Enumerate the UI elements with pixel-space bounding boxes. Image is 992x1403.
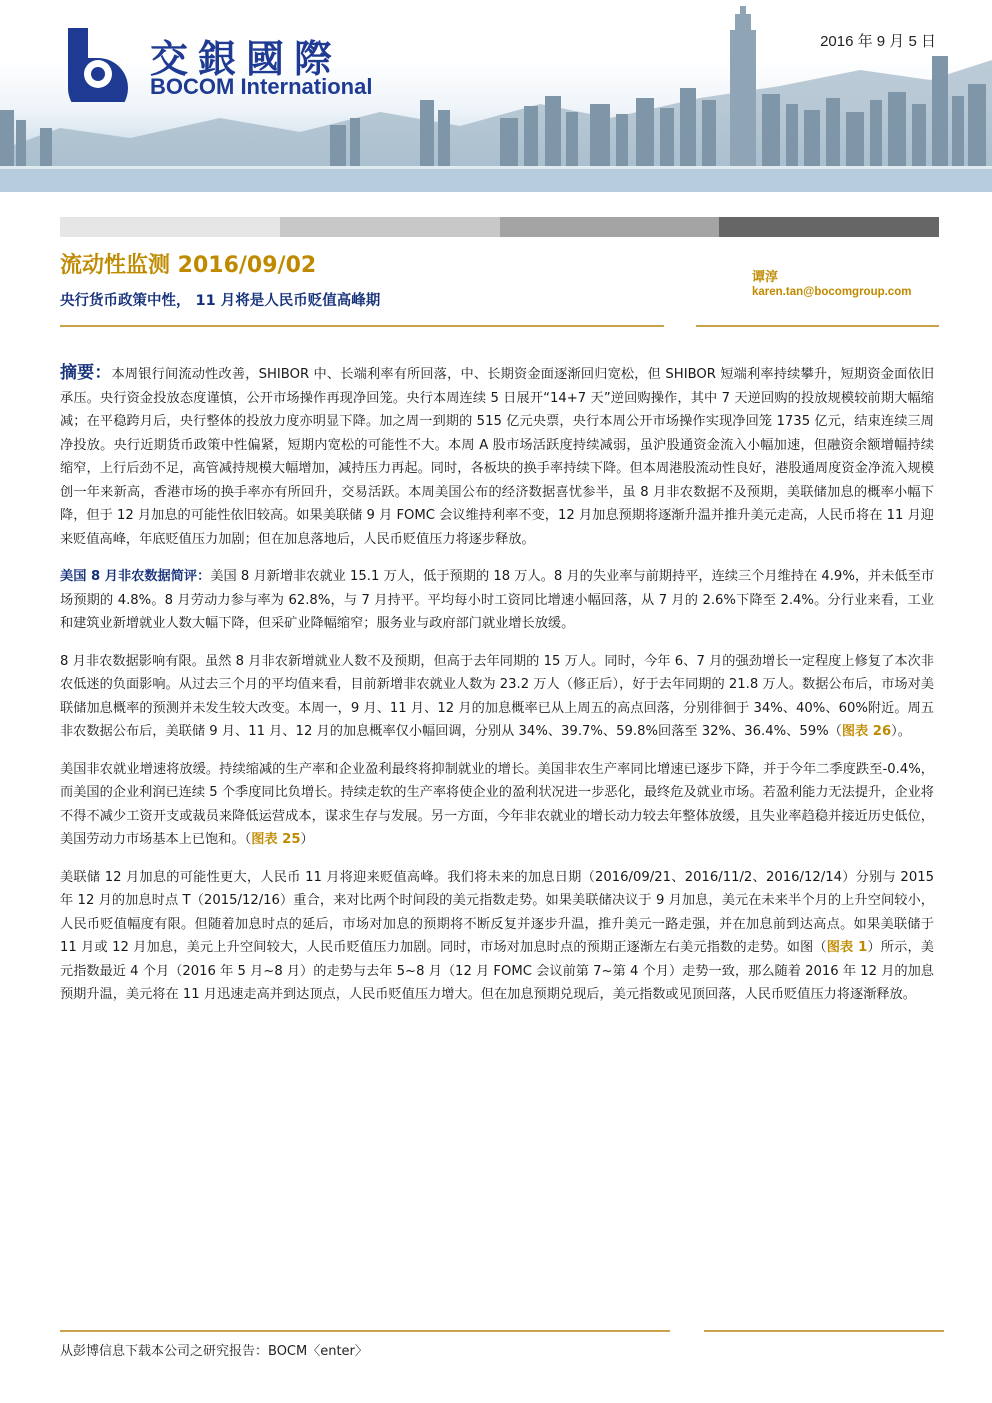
- footer-note: 从彭博信息下载本公司之研究报告：BOCM〈enter〉: [60, 1344, 368, 1359]
- report-body: [60, 362, 934, 1021]
- summary-paragraph: [60, 362, 934, 551]
- author-name: 谭淳: [752, 270, 779, 285]
- header-banner: [0, 0, 992, 192]
- employment-slowdown-tail: ）: [300, 832, 314, 847]
- nfp-impact-tail: ）。: [891, 724, 911, 739]
- nfp-review-paragraph: [60, 565, 934, 636]
- bocom-logo-icon: [54, 22, 138, 102]
- logo-chinese-name: 交銀國際: [150, 36, 343, 81]
- rate-hike-paragraph: [60, 866, 934, 1007]
- rate-hike-text: 美联储 12 月加息的可能性更大，人民币 11 月将迎来贬值高峰。我们将未来的加息日期（2016/09/21、2016/11/2、2016/12/14）分别与 2015 年 12 月的加息时点 T（2015/12/16）重合，来对比两个时间段的美元指数走势。如果美联储决议于 9 月加息，美元在未来半个月的上升空间较小，人民币贬值幅度有限。但随着加息时点的延后，市场对加息的预期将不断反复并逐步升温，推升美元一路走强，并在加息前到达高点。如果美联储于 11 月或 12 月加息，美元上升空间较大，人民币贬值压力加剧。同时，市场对加息时点的预期正逐渐左右美元指数的走势。如图（: [60, 869, 934, 955]
- title-underline: [60, 325, 664, 327]
- rate-hike-tail: ）所示，美元指数最近 4 个月（2016 年 5 月~8 月）的走势与去年 5~8 月（12 月 FOMC 会议前第 7~第 4 个月）走势一致，那么随着 2016 年 12 月的加息预期升温，美元将在 11 月迅速走高并到达顶点，人民币贬值压力增大。但在加息预期兑现后，美元指数或见顶回落，人民币贬值压力将逐渐释放。: [60, 940, 934, 1002]
- report-date: 2016 年 9 月 5 日: [820, 33, 936, 50]
- summary-text: 本周银行间流动性改善，SHIBOR 中、长端利率有所回落，中、长期资金面逐渐回归宽松，但 SHIBOR 短端利率持续攀升，短期资金面依旧承压。央行资金投放态度谨慎，公开市场操作再现净回笼。央行本周连续 5 日展开“14+7 天”逆回购操作，其中 7 天逆回购的投放规模较前期大幅缩减；在平稳跨月后，央行整体的投放力度亦明显下降。加之周一到期的 515 亿元央票，央行本周公开市场操作实现净回笼 1735 亿元，结束连续三周净投放。央行近期货币政策中性偏紧，短期内宽松的可能性不大。本周 A 股市场活跃度持续减弱，虽沪股通资金流入小幅加速，但融资余额增幅持续缩窄，上行后劲不足，高管减持规模大幅增加，减持压力再起。同时，各板块的换手率持续下降。但本周港股流动性良好，港股通周度资金净流入规模创一年来新高，香港市场的换手率亦有所回升，交易活跃。本周美国公布的经济数据喜忧参半，虽 8 月非农数据不及预期，美联储加息的概率小幅下降，但于 12 月加息的可能性依旧较高。如果美联储 9 月 FOMC 会议维持利率不变，12 月加息预期将逐渐升温并推升美元走高，人民币将在 11 月迎来贬值高峰，年底贬值压力加剧；但在加息落地后，人民币贬值压力将逐步释放。: [60, 367, 935, 547]
- footer-rule-left: [60, 1330, 670, 1332]
- logo-english-name: BOCOM International: [150, 74, 373, 99]
- footer-rule-right: [704, 1330, 944, 1332]
- employment-slowdown-text: 美国非农就业增速将放缓。持续缩减的生产率和企业盈利最终将抑制就业的增长。美国非农生产率同比增速已逐步下降，并于今年二季度跌至-0.4%，而美国的企业利润已连续 5 个季度同比负增长。持续走软的生产率将使企业的盈利状况进一步恶化，最终危及就业市场。若盈利能力无法提升，企业将不得不减少工资开支或裁员来降低运营成本，谋求生存与发展。另一方面，今年非农就业的增长动力较去年整体放缓，且失业率趋稳并接近历史低位，美国劳动力市场基本上已饱和。（: [60, 761, 934, 847]
- hong-kong-skyline-image: [0, 0, 992, 192]
- author-email[interactable]: karen.tan@bocomgroup.com: [752, 286, 912, 298]
- nfp-review-label: 美国 8 月非农数据简评：: [60, 569, 211, 584]
- chart-26-link[interactable]: 图表 26: [841, 724, 892, 739]
- section-divider-bar: [60, 217, 939, 237]
- nfp-impact-paragraph: [60, 650, 934, 744]
- author-underline: [696, 325, 939, 327]
- employment-slowdown-paragraph: [60, 758, 934, 852]
- chart-25-link[interactable]: 图表 25: [251, 832, 301, 847]
- chart-1-link[interactable]: 图表 1: [826, 940, 868, 955]
- nfp-impact-text: 8 月非农数据影响有限。虽然 8 月非农新增就业人数不及预期，但高于去年同期的 15 万人。同时，今年 6、7 月的强劲增长一定程度上修复了本次非农低迷的负面影响。从过去三个月的平均值来看，目前新增非农就业人数为 23.2 万人（修正后），好于去年同期的 21.8 万人。数据公布后，市场对美联储加息概率的预测并未发生较大改变。本周一，9 月、11 月、12 月的加息概率已从上周五的高点回落，分别徘徊于 34%、40%、60%附近。周五非农数据公布后，美联储 9 月、11 月、12 月的加息概率仅小幅回调，分别从 34%、39.7%、59.8%回落至 32%、36.4%、59%（: [60, 653, 934, 739]
- nfp-review-text: 美国 8 月新增非农就业 15.1 万人，低于预期的 18 万人。8 月的失业率与前期持平，连续三个月维持在 4.9%，并未低至市场预期的 4.8%。8 月劳动力参与率为 62.8%，与 7 月持平。平均每小时工资同比增速小幅回落，从 7 月的 2.6%下降至 2.4%。分行业来看，工业和建筑业新增就业人数大幅下降，但采矿业降幅缩窄；服务业与政府部门就业增长放缓。: [60, 569, 935, 631]
- summary-label: 摘要：: [60, 363, 112, 383]
- report-title: 流动性监测 2016/09/02: [60, 253, 317, 278]
- report-subtitle: 央行货币政策中性， 11 月将是人民币贬值高峰期: [60, 293, 381, 309]
